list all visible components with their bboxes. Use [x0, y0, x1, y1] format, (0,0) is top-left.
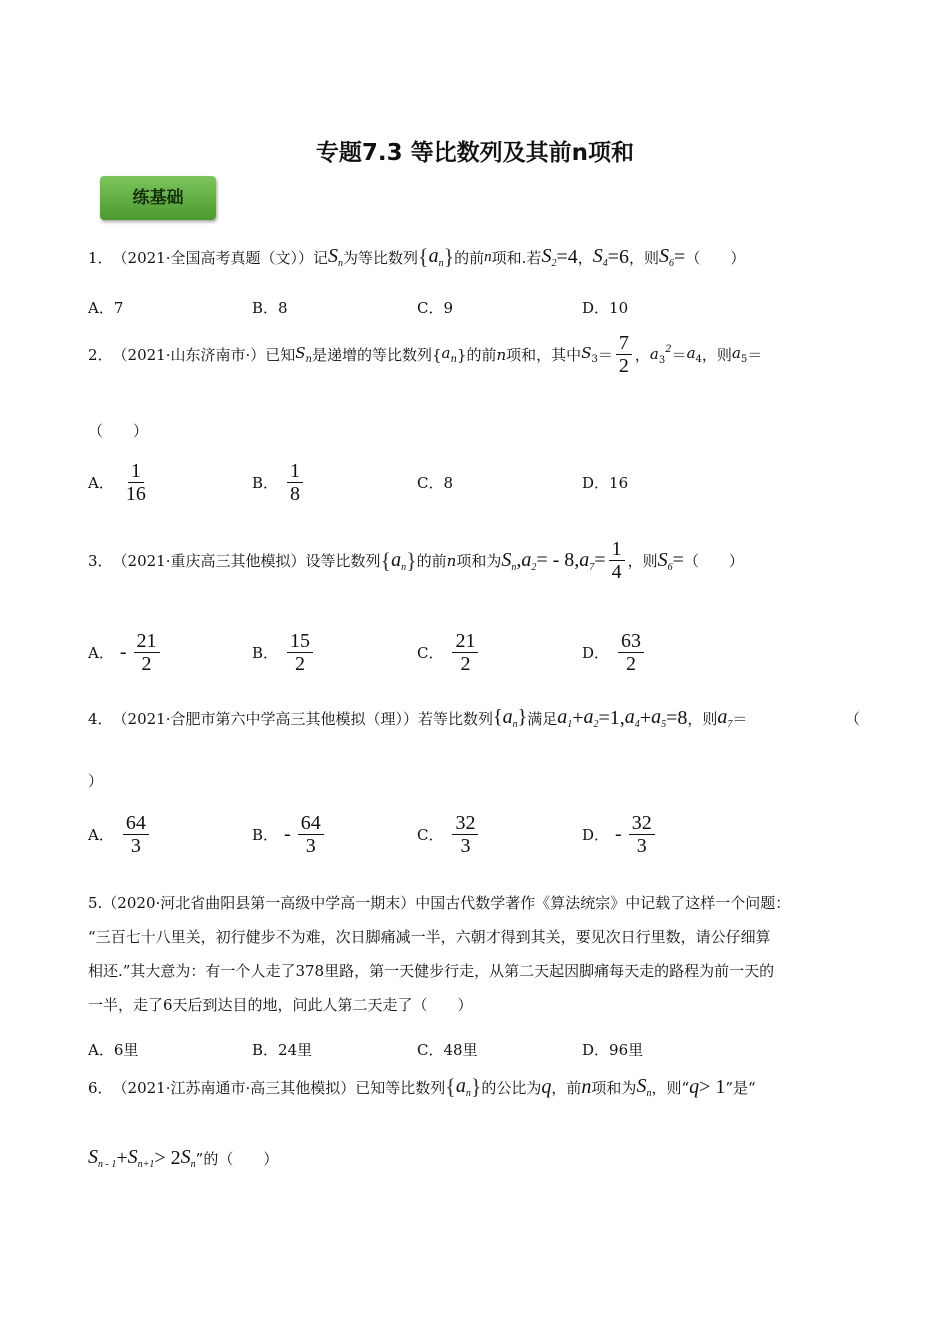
option-b[interactable]: B． $\frac{1}{8}$ — [252, 452, 306, 512]
question-3-options — [88, 622, 768, 682]
question-2-options — [88, 452, 768, 512]
option-d[interactable]: D． - $\frac{32}{3}$ — [582, 804, 658, 864]
question-4: 4． （2021·合肥市第六中学高三其他模拟（理））若等比数列 $\{a_n\}$ 满足 $a_1$ + $a_2$ =1, $a_4$ + $a_5$ =8 ，则 $a_7$ ＝ （ — [88, 706, 860, 730]
option-c[interactable]: C． $\frac{21}{2}$ — [417, 622, 481, 682]
option-b[interactable]: B． - $\frac{64}{3}$ — [252, 804, 327, 864]
page-title: 专题7.3 等比数列及其前n项和 — [315, 140, 635, 166]
question-3: 3． （2021·重庆高三其他模拟）设等比数列 { $a_n$ } 的前 n 项和为 $S_n,a_2$ = - 8, $a_7$ = $\frac{1}{4}$ ，则 $S_6$ = （ ） — [88, 538, 744, 583]
option-a[interactable]: A．6里 — [88, 1040, 139, 1059]
question-2: 2． （2021·山东济南市·）已知 $S_n$ 是递增的等比数列{ $a_n$ }的前 n 项和，其中 $S_3$ ＝ $\frac{7}{2}$ ， $a_3^2$ ＝ $a_4$ ，则 $a_5$ ＝ — [88, 332, 763, 377]
option-b[interactable]: B．8 — [252, 298, 288, 317]
option-c[interactable]: C．9 — [417, 298, 454, 317]
question-2-paren: （ ） — [88, 422, 149, 440]
question-1: 1． （2021·全国高考真题（文））记 $S_n$ 为等比数列 { $a_n$ } 的前 n 项和.若 $S_2$ =4 ， $S_4$ =6 ，则 $S_6$ = （ ） — [88, 244, 746, 269]
question-4-options — [88, 804, 768, 864]
option-a[interactable]: A．7 — [88, 298, 124, 317]
option-c[interactable]: C．48里 — [417, 1040, 478, 1059]
option-d[interactable]: D．16 — [582, 473, 629, 492]
option-a[interactable]: A． $\frac{64}{3}$ — [88, 804, 152, 864]
option-d[interactable]: D． $\frac{63}{2}$ — [582, 622, 647, 682]
question-6: 6． （2021·江苏南通市·高三其他模拟）已知等比数列 { $a_n$ } 的公比为 q ，前 n 项和为 $S_n$ ，则“ q > 1 ”是“ — [88, 1074, 756, 1099]
option-c[interactable]: C． $\frac{32}{3}$ — [417, 804, 481, 864]
option-d[interactable]: D．96里 — [582, 1040, 644, 1059]
question-1-options — [88, 292, 768, 322]
section-badge: 练基础 — [100, 176, 216, 220]
option-b[interactable]: B．24里 — [252, 1040, 313, 1059]
question-4-paren: ） — [88, 772, 104, 790]
option-b[interactable]: B． $\frac{15}{2}$ — [252, 622, 316, 682]
option-a[interactable]: A． - $\frac{21}{2}$ — [88, 622, 163, 682]
question-5-options — [88, 1034, 768, 1064]
option-d[interactable]: D．10 — [582, 298, 629, 317]
option-c[interactable]: C．8 — [417, 473, 454, 492]
question-6-line-2: $S_{n - 1}$ + $S_{n+1}$ > 2 $S_n$ ”的（ ） — [88, 1146, 279, 1170]
option-a[interactable]: A． $\frac{1}{16}$ — [88, 459, 146, 505]
question-5: 5.（2020·河北省曲阳县第一高级中学高一期末）中国古代数学著作《算法统宗》中记载了这样一个问题： “三百七十八里关，初行健步不为难，次日脚痛减一半，六朝才得到其关，要见次日行里数，请公仔细算 相还.”其大意为：有一个人走了378里路，第一天健步行走，从第二天起因脚痛每天走的路程为前一天的 一半，走了6天后到达目的地，问此人第二天走了（ ） — [88, 894, 791, 1014]
